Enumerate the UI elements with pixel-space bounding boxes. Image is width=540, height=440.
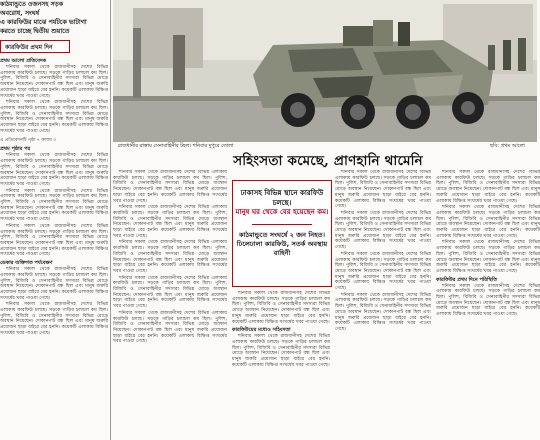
column-divider: [110, 0, 111, 440]
section-subhead: কারফিউয়ের মধ্যেও সহিংসতা: [232, 327, 291, 334]
body-column-5: [436, 170, 540, 440]
armored-vehicle-photo: [113, 0, 537, 142]
body-paragraph: শনিবার সকাল থেকে রাজধানীসহ দেশের বিভিন্ন এলাকায় কারফিউ চলছে। সড়কে গাড়ির চলাচল কম ছিল। পুলিশ, বিজিবি ও সেনাবাহিনীর সদস্যরা বিভিন্ন মোড়ে অবস্থান নিয়েছেন। দোকানপাট বন্ধ ছিল এবং মানুষ জরুরি প্রয়োজন ছাড়া বাইরে বের হননি। কয়েকটি এলাকায় বিক্ষিপ্ত সংঘর্ষের খবর পাওয়া গেছে।: [113, 170, 227, 204]
body-paragraph: শনিবার সকাল থেকে রাজধানীসহ দেশের বিভিন্ন এলাকায় কারফিউ চলছে। সড়কে গাড়ির চলাচল কম ছিল। পুলিশ, বিজিবি ও সেনাবাহিনীর সদস্যরা বিভিন্ন মোড়ে অবস্থান নিয়েছেন। দোকানপাট বন্ধ ছিল এবং মানুষ জরুরি প্রয়োজন ছাড়া বাইরে বের হননি। কয়েকটি এলাকায় বিক্ষিপ্ত সংঘর্ষের খবর পাওয়া গেছে।: [436, 283, 540, 318]
section-subhead: ডেকার ব্যক্তিগত পর্যবেক্ষণ: [0, 260, 53, 267]
body-paragraph: শনিবার সকাল থেকে রাজধানীসহ দেশের বিভিন্ন এলাকায় কারফিউ চলছে। সড়কে গাড়ির চলাচল কম ছিল। পুলিশ, বিজিবি ও সেনাবাহিনীর সদস্যরা বিভিন্ন মোড়ে অবস্থান নিয়েছেন। দোকানপাট বন্ধ ছিল এবং মানুষ জরুরি প্রয়োজন ছাড়া বাইরে বের হননি। কয়েকটি এলাকায় বিক্ষিপ্ত সংঘর্ষের খবর পাওয়া গেছে।: [0, 302, 108, 336]
body-paragraph: শনিবার সকাল থেকে রাজধানীসহ দেশের বিভিন্ন এলাকায় কারফিউ চলছে। সড়কে গাড়ির চলাচল কম ছিল। পুলিশ, বিজিবি ও সেনাবাহিনীর সদস্যরা বিভিন্ন মোড়ে অবস্থান নিয়েছেন। দোকানপাট বন্ধ ছিল এবং মানুষ জরুরি প্রয়োজন ছাড়া বাইরে বের হননি। কয়েকটি এলাকায় বিক্ষিপ্ত সংঘর্ষের খবর পাওয়া গেছে।: [0, 153, 108, 187]
pull-quote-line: কাঠমান্ডুতে সংঘর্ষে ২ জন নিহত।: [239, 230, 325, 239]
body-paragraph: শনিবার সকাল থেকে রাজধানীসহ দেশের বিভিন্ন এলাকায় কারফিউ চলছে। সড়কে গাড়ির চলাচল কম ছিল। পুলিশ, বিজিবি ও সেনাবাহিনীর সদস্যরা বিভিন্ন মোড়ে অবস্থান নিয়েছেন। দোকানপাট বন্ধ ছিল এবং মানুষ জরুরি প্রয়োজন ছাড়া বাইরে বের হননি। কয়েকটি এলাকায় বিক্ষিপ্ত সংঘর্ষের খবর পাওয়া গেছে।: [113, 240, 227, 274]
body-paragraph: শনিবার সকাল থেকে রাজধানীসহ দেশের বিভিন্ন এলাকায় কারফিউ চলছে। সড়কে গাড়ির চলাচল কম ছিল। পুলিশ, বিজিবি ও সেনাবাহিনীর সদস্যরা বিভিন্ন মোড়ে অবস্থান নিয়েছেন। দোকানপাট বন্ধ ছিল এবং মানুষ জরুরি প্রয়োজন ছাড়া বাইরে বের হননি। কয়েকটি এলাকায় বিক্ষিপ্ত সংঘর্ষের খবর পাওয়া গেছে।: [0, 100, 108, 134]
pull-quote-box: [232, 180, 332, 287]
main-headline: সহিংসতা কমেছে, প্রাণহানি থামেনি: [233, 153, 423, 169]
photo-caption: রাজধানীর রাস্তায় সেনাবাহিনীর টহল। শনিবার দুপুরে তোলা: [118, 143, 234, 149]
body-column-2: [113, 170, 227, 440]
body-paragraph: শনিবার সকাল থেকে রাজধানীসহ দেশের বিভিন্ন এলাকায় কারফিউ চলছে। সড়কে গাড়ির চলাচল কম ছিল। পুলিশ, বিজিবি ও সেনাবাহিনীর সদস্যরা বিভিন্ন মোড়ে অবস্থান নিয়েছেন। দোকানপাট বন্ধ ছিল এবং মানুষ জরুরি প্রয়োজন ছাড়া বাইরে বের হননি। কয়েকটি এলাকায় বিক্ষিপ্ত সংঘর্ষের খবর পাওয়া গেছে।: [0, 65, 108, 99]
body-paragraph: শনিবার সকাল থেকে রাজধানীসহ দেশের বিভিন্ন এলাকায় কারফিউ চলছে। সড়কে গাড়ির চলাচল কম ছিল। পুলিশ, বিজিবি ও সেনাবাহিনীর সদস্যরা বিভিন্ন মোড়ে অবস্থান নিয়েছেন। দোকানপাট বন্ধ ছিল এবং মানুষ জরুরি প্রয়োজন ছাড়া বাইরে বের হননি। কয়েকটি এলাকায় বিক্ষিপ্ত সংঘর্ষের খবর পাওয়া গেছে।: [335, 292, 431, 332]
teaser-line: করতে চাচ্ছে দ্বিতীয় শুয়াতে: [0, 28, 70, 35]
body-paragraph: শনিবার সকাল থেকে রাজধানীসহ দেশের বিভিন্ন এলাকায় কারফিউ চলছে। সড়কে গাড়ির চলাচল কম ছিল। পুলিশ, বিজিবি ও সেনাবাহিনীর সদস্যরা বিভিন্ন মোড়ে অবস্থান নিয়েছেন। দোকানপাট বন্ধ ছিল এবং মানুষ জরুরি প্রয়োজন ছাড়া বাইরে বের হননি। কয়েকটি এলাকায় বিক্ষিপ্ত সংঘর্ষের খবর পাওয়া গেছে।: [335, 170, 431, 210]
jump-note: এ প্রতিবেদনটি পৃষ্ঠা ৭ কলাম ৩: [0, 138, 57, 144]
pull-quote-line: ঢাকাসহ বিভিন্ন স্থানে কারফিউ চলছে।: [240, 189, 324, 207]
body-paragraph: শনিবার সকাল থেকে রাজধানীসহ দেশের বিভিন্ন এলাকায় কারফিউ চলছে। সড়কে গাড়ির চলাচল কম ছিল। পুলিশ, বিজিবি ও সেনাবাহিনীর সদস্যরা বিভিন্ন মোড়ে অবস্থান নিয়েছেন। দোকানপাট বন্ধ ছিল এবং মানুষ জরুরি প্রয়োজন ছাড়া বাইরে বের হননি। কয়েকটি এলাকায় বিক্ষিপ্ত সংঘর্ষের খবর পাওয়া গেছে।: [232, 334, 330, 368]
pull-quote-line: মানুষ ঘর থেকে বের হয়েছেন কম।: [235, 208, 329, 216]
body-paragraph: শনিবার সকাল থেকে রাজধানীসহ দেশের বিভিন্ন এলাকায় কারফিউ চলছে। সড়কে গাড়ির চলাচল কম ছিল। পুলিশ, বিজিবি ও সেনাবাহিনীর সদস্যরা বিভিন্ন মোড়ে অবস্থান নিয়েছেন। দোকানপাট বন্ধ ছিল এবং মানুষ জরুরি প্রয়োজন ছাড়া বাইরে বের হননি। কয়েকটি এলাকায় বিক্ষিপ্ত সংঘর্ষের খবর পাওয়া গেছে।: [113, 275, 227, 310]
photo-illustration: [113, 0, 537, 142]
front-teaser: [0, 0, 108, 36]
body-paragraph: শনিবার সকাল থেকে রাজধানীসহ দেশের বিভিন্ন এলাকায় কারফিউ চলছে। সড়কে গাড়ির চলাচল কম ছিল। পুলিশ, বিজিবি ও সেনাবাহিনীর সদস্যরা বিভিন্ন মোড়ে অবস্থান নিয়েছেন। দোকানপাট বন্ধ ছিল এবং মানুষ জরুরি প্রয়োজন ছাড়া বাইরে বের হননি। কয়েকটি এলাকায় বিক্ষিপ্ত সংঘর্ষের খবর পাওয়া গেছে।: [0, 267, 108, 301]
body-column-3: [232, 291, 330, 440]
body-paragraph: শনিবার সকাল থেকে রাজধানীসহ দেশের বিভিন্ন এলাকায় কারফিউ চলছে। সড়কে গাড়ির চলাচল কম ছিল। পুলিশ, বিজিবি ও সেনাবাহিনীর সদস্যরা বিভিন্ন মোড়ে অবস্থান নিয়েছেন। দোকানপাট বন্ধ ছিল এবং মানুষ জরুরি প্রয়োজন ছাড়া বাইরে বের হননি। কয়েকটি এলাকায় বিক্ষিপ্ত সংঘর্ষের খবর পাওয়া গেছে।: [335, 210, 431, 251]
body-paragraph: শনিবার সকাল থেকে রাজধানীসহ দেশের বিভিন্ন এলাকায় কারফিউ চলছে। সড়কে গাড়ির চলাচল কম ছিল। পুলিশ, বিজিবি ও সেনাবাহিনীর সদস্যরা বিভিন্ন মোড়ে অবস্থান নিয়েছেন। দোকানপাট বন্ধ ছিল এবং মানুষ জরুরি প্রয়োজন ছাড়া বাইরে বের হননি। কয়েকটি এলাকায় বিক্ষিপ্ত সংঘর্ষের খবর পাওয়া গেছে।: [436, 170, 540, 204]
body-paragraph: শনিবার সকাল থেকে রাজধানীসহ দেশের বিভিন্ন এলাকায় কারফিউ চলছে। সড়কে গাড়ির চলাচল কম ছিল। পুলিশ, বিজিবি ও সেনাবাহিনীর সদস্যরা বিভিন্ন মোড়ে অবস্থান নিয়েছেন। দোকানপাট বন্ধ ছিল এবং মানুষ জরুরি প্রয়োজন ছাড়া বাইরে বের হননি। কয়েকটি এলাকায় বিক্ষিপ্ত সংঘর্ষের খবর পাওয়া গেছে।: [0, 188, 108, 223]
body-paragraph: শনিবার সকাল থেকে রাজধানীসহ দেশের বিভিন্ন এলাকায় কারফিউ চলছে। সড়কে গাড়ির চলাচল কম ছিল। পুলিশ, বিজিবি ও সেনাবাহিনীর সদস্যরা বিভিন্ন মোড়ে অবস্থান নিয়েছেন। দোকানপাট বন্ধ ছিল এবং মানুষ জরুরি প্রয়োজন ছাড়া বাইরে বের হননি। কয়েকটি এলাকায় বিক্ষিপ্ত সংঘর্ষের খবর পাওয়া গেছে।: [335, 251, 431, 292]
body-paragraph: শনিবার সকাল থেকে রাজধানীসহ দেশের বিভিন্ন এলাকায় কারফিউ চলছে। সড়কে গাড়ির চলাচল কম ছিল। পুলিশ, বিজিবি ও সেনাবাহিনীর সদস্যরা বিভিন্ন মোড়ে অবস্থান নিয়েছেন। দোকানপাট বন্ধ ছিল এবং মানুষ জরুরি প্রয়োজন ছাড়া বাইরে বের হননি। কয়েকটি এলাকায় বিক্ষিপ্ত সংঘর্ষের খবর পাওয়া গেছে।: [0, 223, 108, 258]
body-paragraph: শনিবার সকাল থেকে রাজধানীসহ দেশের বিভিন্ন এলাকায় কারফিউ চলছে। সড়কে গাড়ির চলাচল কম ছিল। পুলিশ, বিজিবি ও সেনাবাহিনীর সদস্যরা বিভিন্ন মোড়ে অবস্থান নিয়েছেন। দোকানপাট বন্ধ ছিল এবং মানুষ জরুরি প্রয়োজন ছাড়া বাইরে বের হননি। কয়েকটি এলাকায় বিক্ষিপ্ত সংঘর্ষের খবর পাওয়া গেছে।: [113, 205, 227, 239]
left-column: [0, 56, 108, 440]
section-subhead: কারফিউর প্রথম দিনে পরিস্থিতি: [436, 276, 497, 283]
pull-quote-line: ঢিলেঢালা কারফিউ, সতর্ক অবস্থায় বাহিনী: [236, 239, 328, 257]
body-paragraph: শনিবার সকাল থেকে রাজধানীসহ দেশের বিভিন্ন এলাকায় কারফিউ চলছে। সড়কে গাড়ির চলাচল কম ছিল। পুলিশ, বিজিবি ও সেনাবাহিনীর সদস্যরা বিভিন্ন মোড়ে অবস্থান নিয়েছেন। দোকানপাট বন্ধ ছিল এবং মানুষ জরুরি প্রয়োজন ছাড়া বাইরে বের হননি। কয়েকটি এলাকায় বিক্ষিপ্ত সংঘর্ষের খবর পাওয়া গেছে।: [436, 205, 540, 239]
pull-quote-divider: [252, 224, 312, 225]
teaser-line: অবরোধ, সংঘর্ষ: [0, 10, 40, 17]
teaser-line: এ কারফিউর মাঝে পর্যটকে ভাটাগা: [0, 19, 87, 26]
body-paragraph: শনিবার সকাল থেকে রাজধানীসহ দেশের বিভিন্ন এলাকায় কারফিউ চলছে। সড়কে গাড়ির চলাচল কম ছিল। পুলিশ, বিজিবি ও সেনাবাহিনীর সদস্যরা বিভিন্ন মোড়ে অবস্থান নিয়েছেন। দোকানপাট বন্ধ ছিল এবং মানুষ জরুরি প্রয়োজন ছাড়া বাইরে বের হননি। কয়েকটি এলাকায় বিক্ষিপ্ত সংঘর্ষের খবর পাওয়া গেছে।: [436, 240, 540, 274]
reporter-line: প্রথম আলো প্রতিবেদক: [0, 58, 47, 64]
section-subhead: প্রথম পৃষ্ঠার পর: [0, 146, 31, 153]
body-paragraph: শনিবার সকাল থেকে রাজধানীসহ দেশের বিভিন্ন এলাকায় কারফিউ চলছে। সড়কে গাড়ির চলাচল কম ছিল। পুলিশ, বিজিবি ও সেনাবাহিনীর সদস্যরা বিভিন্ন মোড়ে অবস্থান নিয়েছেন। দোকানপাট বন্ধ ছিল এবং মানুষ জরুরি প্রয়োজন ছাড়া বাইরে বের হননি। কয়েকটি এলাকায় বিক্ষিপ্ত সংঘর্ষের খবর পাওয়া গেছে।: [113, 310, 227, 345]
photo-credit: ছবি: প্রথম আলো: [490, 143, 525, 149]
curfew-first-day-link[interactable]: কারফিউর প্রথম দিন: [0, 40, 70, 53]
teaser-line: কাঠমান্ডুতে ওজনসহ সড়ক: [0, 1, 64, 8]
body-paragraph: শনিবার সকাল থেকে রাজধানীসহ দেশের বিভিন্ন এলাকায় কারফিউ চলছে। সড়কে গাড়ির চলাচল কম ছিল। পুলিশ, বিজিবি ও সেনাবাহিনীর সদস্যরা বিভিন্ন মোড়ে অবস্থান নিয়েছেন। দোকানপাট বন্ধ ছিল এবং মানুষ জরুরি প্রয়োজন ছাড়া বাইরে বের হননি। কয়েকটি এলাকায় বিক্ষিপ্ত সংঘর্ষের খবর পাওয়া গেছে।: [232, 291, 330, 325]
body-column-4: [335, 170, 431, 440]
